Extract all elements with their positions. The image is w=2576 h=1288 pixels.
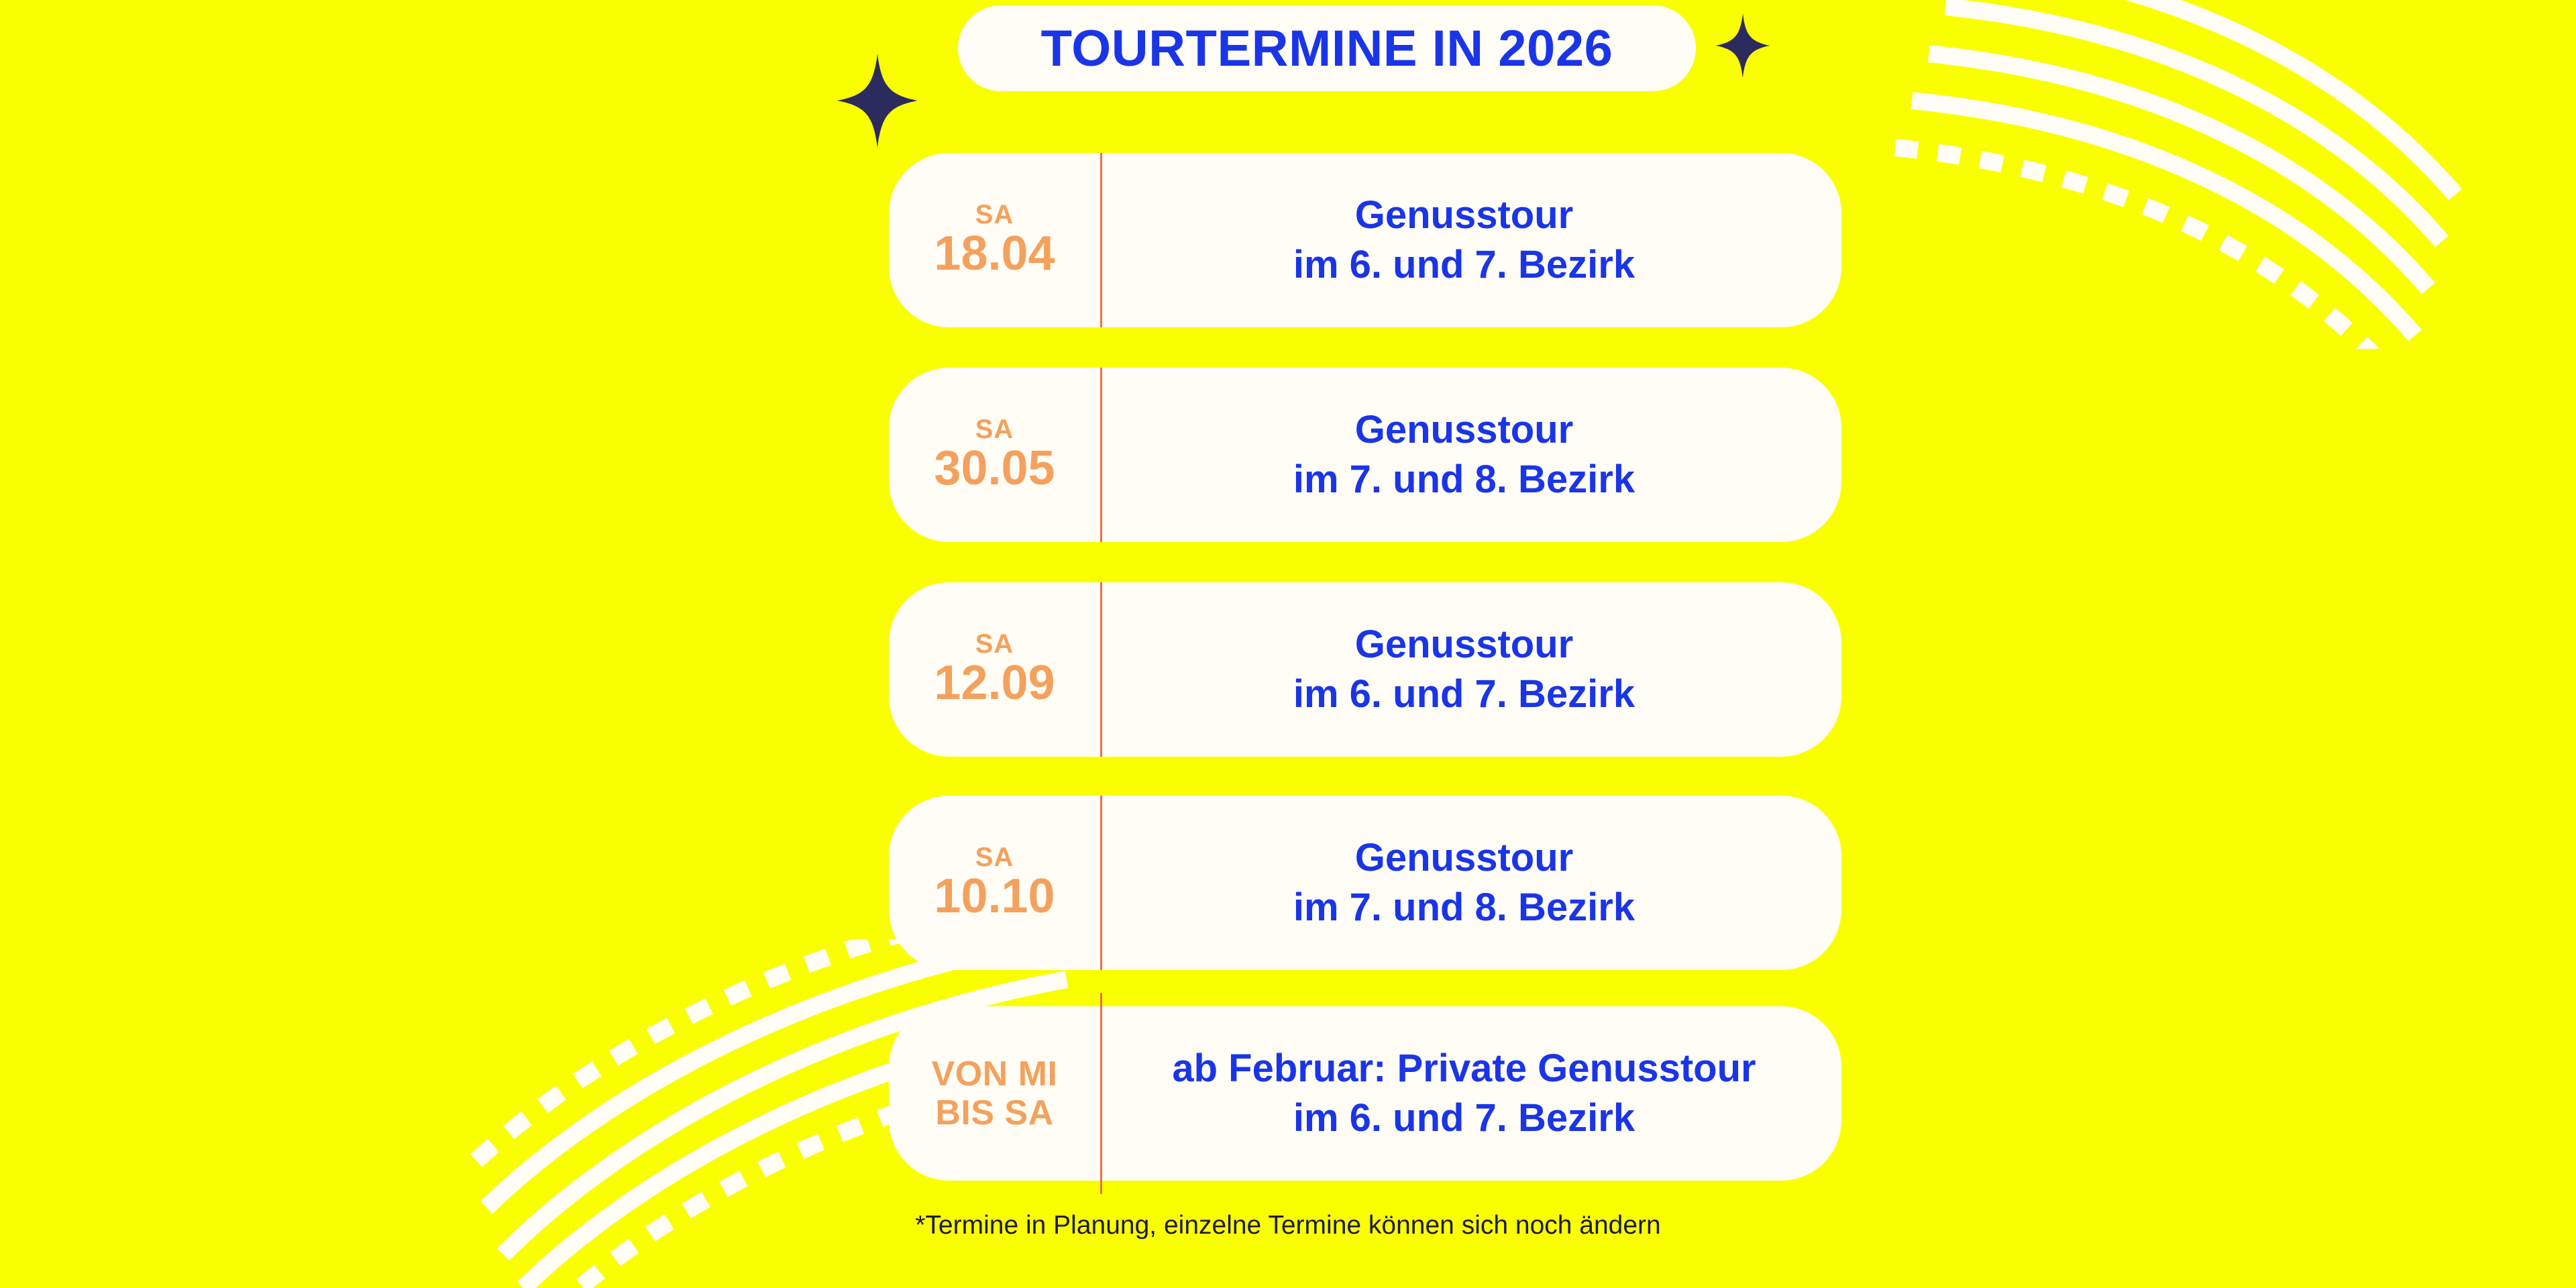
date-day: 10.10 xyxy=(934,869,1055,924)
tour-subtitle: im 6. und 7. Bezirk xyxy=(1293,243,1635,286)
page-title: TOURTERMINE IN 2026 xyxy=(1040,19,1613,77)
date-weekday-end: BIS SA xyxy=(935,1093,1054,1132)
date-weekday: SA xyxy=(975,843,1014,873)
date-day: 12.09 xyxy=(934,656,1055,710)
row-divider xyxy=(1100,582,1102,757)
tour-title: Genusstour xyxy=(1354,407,1574,451)
row-divider xyxy=(1100,153,1102,327)
tour-description xyxy=(1100,1044,1841,1143)
date-cell xyxy=(889,415,1100,494)
tour-subtitle: im 6. und 7. Bezirk xyxy=(1293,1096,1635,1140)
list-item[interactable] xyxy=(889,582,1841,757)
list-item[interactable] xyxy=(889,796,1841,970)
tour-subtitle: im 6. und 7. Bezirk xyxy=(1293,672,1635,716)
date-cell xyxy=(889,201,1100,280)
tour-title: Genusstour xyxy=(1354,835,1574,879)
row-divider xyxy=(1100,993,1102,1194)
row-divider xyxy=(1100,368,1102,542)
list-item[interactable] xyxy=(889,368,1841,542)
tour-subtitle: im 7. und 8. Bezirk xyxy=(1293,885,1635,929)
tour-description xyxy=(1100,833,1841,932)
tour-title: ab Februar: Private Genusstour xyxy=(1172,1046,1756,1090)
tour-title: Genusstour xyxy=(1354,622,1574,666)
date-weekday: VON MI xyxy=(931,1054,1058,1093)
tour-description xyxy=(1100,620,1841,719)
tour-subtitle: im 7. und 8. Bezirk xyxy=(1293,458,1635,501)
date-cell xyxy=(889,1055,1100,1132)
row-divider xyxy=(1100,796,1102,970)
date-cell xyxy=(889,843,1100,922)
tour-description xyxy=(1100,405,1841,504)
date-weekday: SA xyxy=(975,629,1014,659)
footnote: *Termine in Planung, einzelne Termine können sich noch ändern xyxy=(915,1211,1661,1240)
date-cell xyxy=(889,630,1100,709)
date-weekday: SA xyxy=(975,200,1014,230)
date-day: 18.04 xyxy=(934,227,1055,281)
date-day: 30.05 xyxy=(934,441,1055,496)
date-weekday: SA xyxy=(975,415,1014,445)
list-item[interactable] xyxy=(889,1006,1841,1181)
list-item[interactable] xyxy=(889,153,1841,327)
tour-title: Genusstour xyxy=(1354,193,1574,237)
tour-description xyxy=(1100,191,1841,290)
